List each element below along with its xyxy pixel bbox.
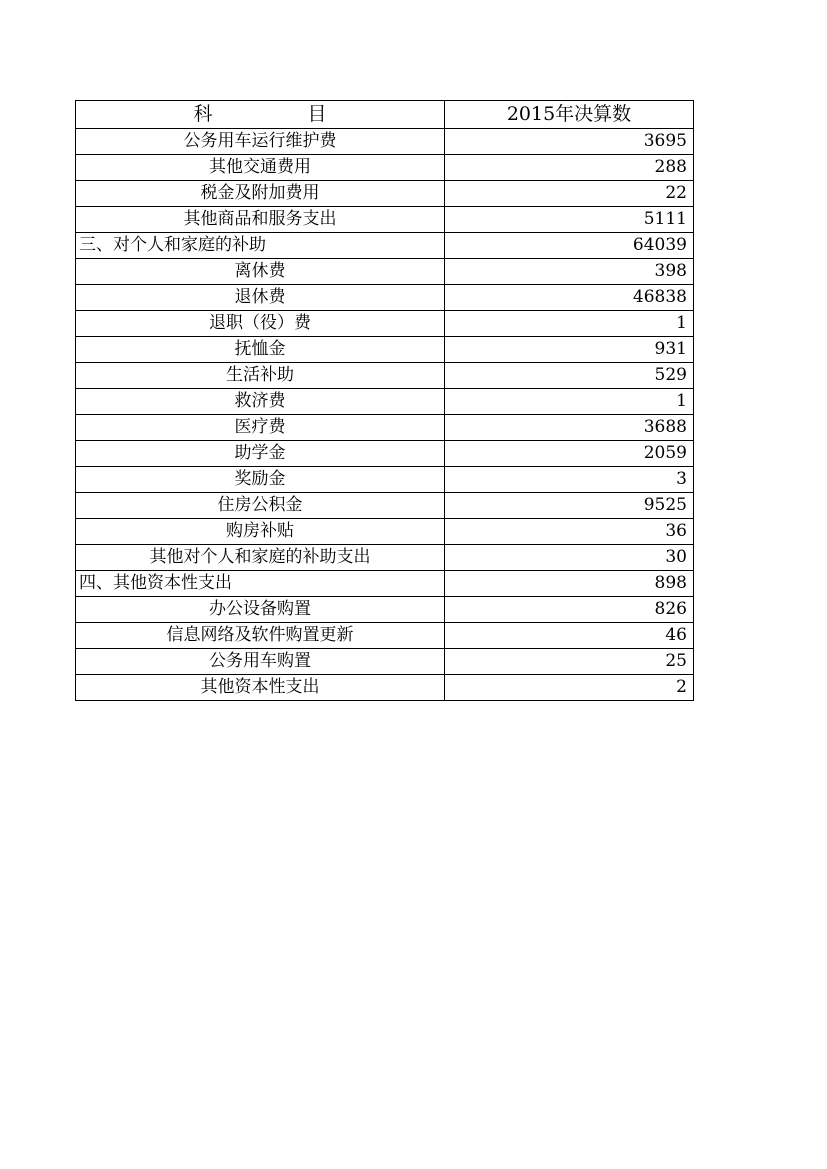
amount-cell: 3695 xyxy=(445,129,694,155)
amount-cell: 36 xyxy=(445,519,694,545)
subject-cell: 生活补助 xyxy=(76,363,445,389)
table-row xyxy=(76,597,694,623)
table-row xyxy=(76,571,694,597)
table-row xyxy=(76,207,694,233)
amount-cell: 46 xyxy=(445,623,694,649)
amount-cell: 288 xyxy=(445,155,694,181)
table-row xyxy=(76,233,694,259)
table-row xyxy=(76,285,694,311)
subject-cell: 离休费 xyxy=(76,259,445,285)
amount-cell: 1 xyxy=(445,389,694,415)
table-header-row xyxy=(76,101,694,129)
subject-cell: 其他交通费用 xyxy=(76,155,445,181)
amount-cell: 898 xyxy=(445,571,694,597)
subject-cell: 奖励金 xyxy=(76,467,445,493)
table-row xyxy=(76,519,694,545)
subject-cell: 公务用车运行维护费 xyxy=(76,129,445,155)
table-row xyxy=(76,389,694,415)
subject-cell: 购房补贴 xyxy=(76,519,445,545)
table-row xyxy=(76,415,694,441)
table-body xyxy=(76,129,694,701)
subject-cell: 退休费 xyxy=(76,285,445,311)
subject-cell: 其他对个人和家庭的补助支出 xyxy=(76,545,445,571)
subject-cell: 医疗费 xyxy=(76,415,445,441)
category-subject-cell: 四、其他资本性支出 xyxy=(76,571,445,597)
subject-cell: 助学金 xyxy=(76,441,445,467)
table-row xyxy=(76,311,694,337)
subject-cell: 抚恤金 xyxy=(76,337,445,363)
table-row xyxy=(76,649,694,675)
amount-cell: 931 xyxy=(445,337,694,363)
table-row xyxy=(76,181,694,207)
subject-cell: 公务用车购置 xyxy=(76,649,445,675)
table-row xyxy=(76,337,694,363)
amount-cell: 398 xyxy=(445,259,694,285)
amount-cell: 3688 xyxy=(445,415,694,441)
budget-table xyxy=(75,100,694,701)
amount-cell: 3 xyxy=(445,467,694,493)
table-row xyxy=(76,467,694,493)
amount-cell: 2059 xyxy=(445,441,694,467)
table-row xyxy=(76,545,694,571)
amount-cell: 46838 xyxy=(445,285,694,311)
amount-cell: 1 xyxy=(445,311,694,337)
subject-column-header: 科 目 xyxy=(76,101,445,129)
amount-cell: 826 xyxy=(445,597,694,623)
table-row xyxy=(76,623,694,649)
amount-cell: 64039 xyxy=(445,233,694,259)
table-row xyxy=(76,129,694,155)
subject-cell: 其他商品和服务支出 xyxy=(76,207,445,233)
table-row xyxy=(76,675,694,701)
subject-cell: 退职（役）费 xyxy=(76,311,445,337)
table-row xyxy=(76,441,694,467)
amount-cell: 9525 xyxy=(445,493,694,519)
table-row xyxy=(76,493,694,519)
category-subject-cell: 三、对个人和家庭的补助 xyxy=(76,233,445,259)
subject-cell: 住房公积金 xyxy=(76,493,445,519)
amount-column-header: 2015年决算数 xyxy=(445,101,694,129)
subject-cell: 信息网络及软件购置更新 xyxy=(76,623,445,649)
subject-cell: 其他资本性支出 xyxy=(76,675,445,701)
table-row xyxy=(76,259,694,285)
table-row xyxy=(76,363,694,389)
amount-cell: 30 xyxy=(445,545,694,571)
amount-cell: 25 xyxy=(445,649,694,675)
subject-cell: 救济费 xyxy=(76,389,445,415)
table-row xyxy=(76,155,694,181)
subject-cell: 税金及附加费用 xyxy=(76,181,445,207)
amount-cell: 5111 xyxy=(445,207,694,233)
amount-cell: 529 xyxy=(445,363,694,389)
subject-cell: 办公设备购置 xyxy=(76,597,445,623)
amount-cell: 2 xyxy=(445,675,694,701)
amount-cell: 22 xyxy=(445,181,694,207)
